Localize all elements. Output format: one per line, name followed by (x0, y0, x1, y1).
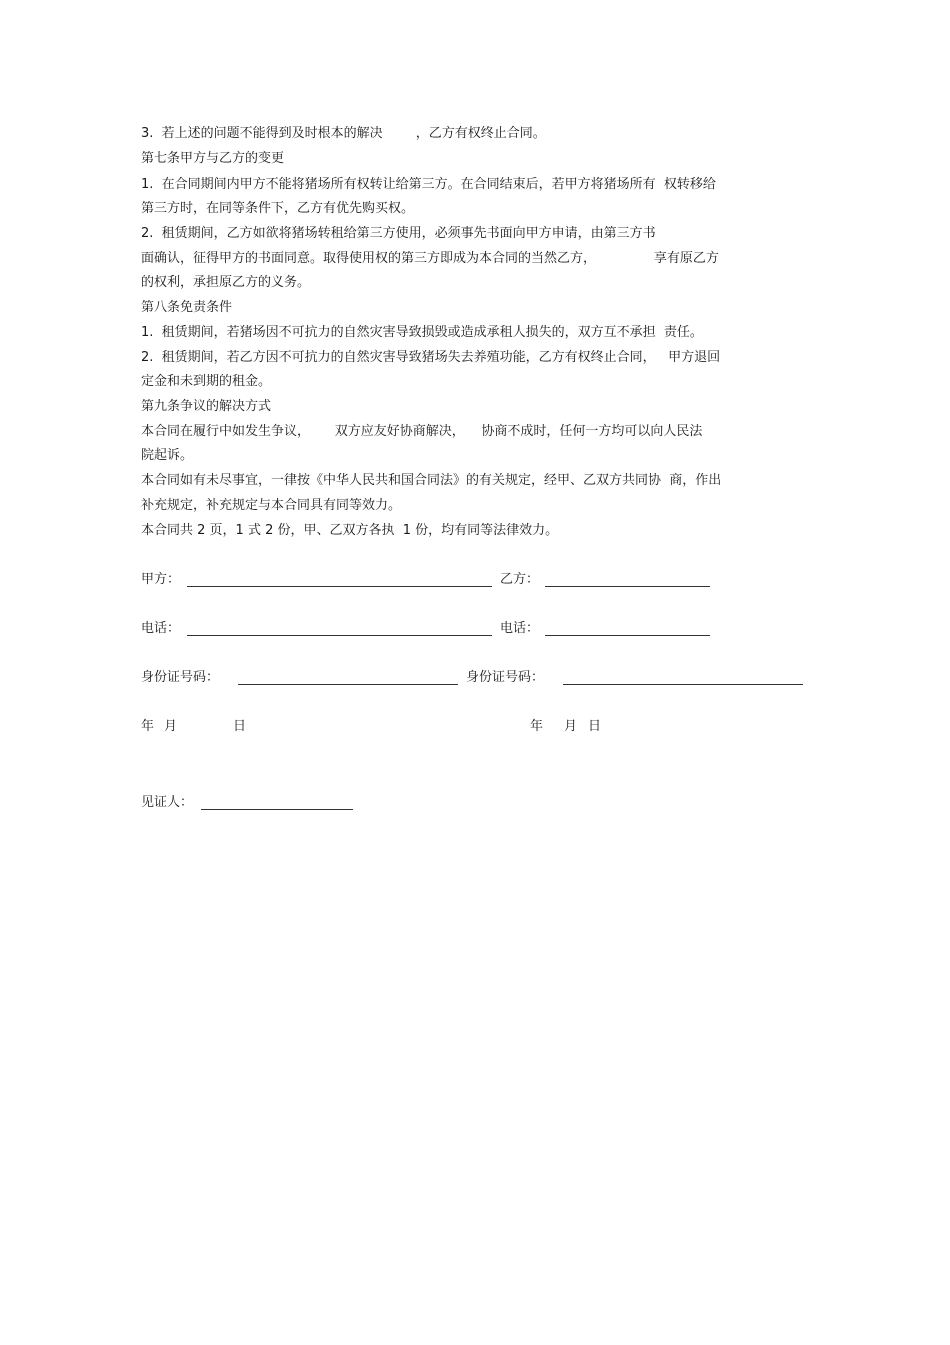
witness-label: 见证人： (141, 795, 194, 810)
id-number-row (141, 668, 806, 688)
article-7-item-1-line-1: 1. 在合同期间内甲方不能将猪场所有权转让给第三方。在合同结束后，若甲方将猪场所有 权转移给 (141, 177, 716, 192)
article-8-item-2-line-2: 定金和未到期的租金。 (141, 374, 272, 389)
article-7-item-2-line-1: 2. 租赁期间，乙方如欲将猪场转租给第三方使用，必须事先书面向甲方申请，由第三方书 (141, 226, 656, 241)
party-a-date-month: 月 (164, 719, 178, 734)
article-8-heading: 第八条免责条件 (141, 300, 233, 315)
article-9-heading: 第九条争议的解决方式 (141, 399, 272, 414)
supplement-line-2: 补充规定，补充规定与本合同具有同等效力。 (141, 498, 402, 513)
party-b-id-line[interactable] (563, 684, 803, 685)
party-a-signature-line[interactable] (187, 586, 492, 587)
copies-statement: 本合同共 2 页，1 式 2 份，甲、乙双方各执 1 份，均有同等法律效力。 (141, 523, 559, 538)
party-a-phone-label: 电话： (141, 621, 181, 636)
party-signature-row (141, 570, 806, 590)
phone-row (141, 619, 806, 639)
article-7-item-1-line-2: 第三方时，在同等条件下，乙方有优先购买权。 (141, 201, 415, 216)
party-a-date-day: 日 (233, 719, 247, 734)
party-a-id-label: 身份证号码： (141, 670, 220, 685)
party-a-label: 甲方： (141, 572, 181, 587)
party-b-phone-label: 电话： (500, 621, 540, 636)
party-b-signature-line[interactable] (545, 586, 710, 587)
party-b-date-day: 日 (588, 719, 602, 734)
party-a-date-year: 年 (141, 719, 155, 734)
party-b-label: 乙方： (500, 572, 540, 587)
date-row (141, 717, 806, 737)
article-7-item-2-line-2: 面确认，征得甲方的书面同意。取得使用权的第三方即成为本合同的当然乙方， 享有原乙方 (141, 251, 719, 266)
supplement-line-1: 本合同如有未尽事宜，一律按《中华人民共和国合同法》的有关规定，经甲、乙双方共同协 商，作出 (141, 473, 722, 488)
party-b-date-year: 年 (530, 719, 544, 734)
party-a-id-line[interactable] (238, 684, 458, 685)
party-b-phone-line[interactable] (545, 635, 710, 636)
witness-signature-line[interactable] (201, 809, 353, 810)
party-b-date-month: 月 (564, 719, 578, 734)
party-a-phone-line[interactable] (187, 635, 492, 636)
article-8-item-2-line-1: 2. 租赁期间，若乙方因不可抗力的自然灾害导致猪场失去养殖功能，乙方有权终止合同， 甲方退回 (141, 350, 721, 365)
witness-row (141, 793, 806, 813)
article-9-body-line-2: 院起诉。 (141, 448, 194, 463)
article-7-item-2-line-3: 的权利，承担原乙方的义务。 (141, 275, 311, 290)
clause-7-item-3: 3. 若上述的问题不能得到及时根本的解决 ，乙方有权终止合同。 (141, 126, 546, 141)
article-9-body-line-1: 本合同在履行中如发生争议， 双方应友好协商解决， 协商不成时，任何一方均可以向人民法 (141, 424, 703, 439)
article-8-item-1: 1. 租赁期间，若猪场因不可抗力的自然灾害导致损毁或造成承租人损失的，双方互不承担 责任。 (141, 325, 703, 340)
party-b-id-label: 身份证号码： (466, 670, 545, 685)
article-7-heading: 第七条甲方与乙方的变更 (141, 151, 285, 166)
